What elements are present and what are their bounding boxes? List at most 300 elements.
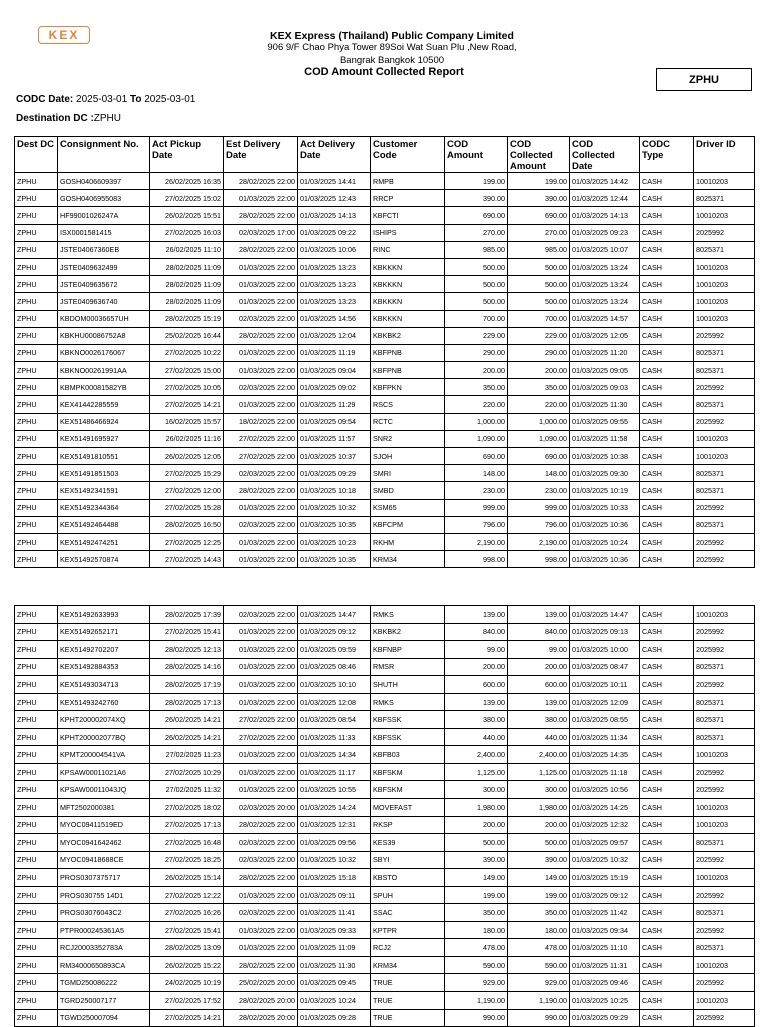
cod-collected-amount-cell: 390.00: [508, 190, 570, 207]
cod-collected-date-cell: 01/03/2025 10:00: [570, 641, 640, 659]
codc-type-cell: CASH: [640, 676, 694, 694]
customer-code-cell: KPTPR: [371, 921, 445, 939]
driver-id-cell: 2025992: [694, 886, 755, 904]
customer-code-cell: RMSR: [371, 658, 445, 676]
customer-code-cell: RINC: [371, 241, 445, 258]
dest-dc-cell: ZPHU: [15, 241, 58, 258]
table-row: [15, 606, 755, 624]
customer-code-cell: RRCP: [371, 190, 445, 207]
cod-collected-amount-cell: 1,125.00: [508, 763, 570, 781]
table-row: [15, 641, 755, 659]
cod-collected-date-cell: 01/03/2025 14:13: [570, 207, 640, 224]
codc-type-cell: CASH: [640, 816, 694, 834]
cod-collected-date-cell: 01/03/2025 09:55: [570, 413, 640, 430]
act-delivery-date-cell: 01/03/2025 12:31: [298, 816, 371, 834]
dest-dc-cell: ZPHU: [15, 1009, 58, 1027]
driver-id-cell: 8025371: [694, 904, 755, 922]
dest-dc-cell: ZPHU: [15, 379, 58, 396]
dest-dc-cell: ZPHU: [15, 207, 58, 224]
act-delivery-date-cell: 01/03/2025 10:23: [298, 533, 371, 550]
est-delivery-date-cell: 01/03/2025 22:00: [224, 190, 298, 207]
table-row: [15, 869, 755, 887]
table-row: [15, 763, 755, 781]
act-pickup-date-cell: 27/02/2025 18:02: [150, 799, 224, 817]
act-pickup-date-cell: 28/02/2025 17:13: [150, 693, 224, 711]
cod-amount-cell: 350.00: [445, 379, 508, 396]
customer-code-cell: KBFPKN: [371, 379, 445, 396]
cod-collected-date-cell: 01/03/2025 10:38: [570, 448, 640, 465]
cod-collected-date-cell: 01/03/2025 08:55: [570, 711, 640, 729]
act-delivery-date-cell: 01/03/2025 11:30: [298, 956, 371, 974]
table-row: [15, 904, 755, 922]
cod-amount-cell: 929.00: [445, 974, 508, 992]
codc-type-cell: CASH: [640, 516, 694, 533]
cod-collected-date-cell: 01/03/2025 10:36: [570, 516, 640, 533]
cod-amount-cell: 500.00: [445, 276, 508, 293]
cod-collected-date-cell: 01/03/2025 10:33: [570, 499, 640, 516]
dest-dc-cell: ZPHU: [15, 746, 58, 764]
act-pickup-date-cell: 27/02/2025 10:29: [150, 763, 224, 781]
customer-code-cell: KBFPNB: [371, 344, 445, 361]
dest-dc-cell: ZPHU: [15, 851, 58, 869]
customer-code-cell: MOVEFAST: [371, 799, 445, 817]
codc-type-cell: CASH: [640, 551, 694, 568]
cod-amount-cell: 350.00: [445, 904, 508, 922]
est-delivery-date-cell: 01/03/2025 22:00: [224, 344, 298, 361]
driver-id-cell: 2025992: [694, 327, 755, 344]
consignment-no-cell: KEX51492341591: [58, 482, 150, 499]
act-pickup-date-cell: 26/02/2025 15:51: [150, 207, 224, 224]
column-header: COD Collected Date: [570, 137, 640, 173]
consignment-no-cell: KPHT200002077BQ: [58, 728, 150, 746]
act-pickup-date-cell: 28/02/2025 11:09: [150, 293, 224, 310]
cod-collected-date-cell: 01/03/2025 12:05: [570, 327, 640, 344]
cod-collected-date-cell: 01/03/2025 11:34: [570, 728, 640, 746]
act-pickup-date-cell: 28/02/2025 17:39: [150, 606, 224, 624]
consignment-no-cell: KBDOM00036657UH: [58, 310, 150, 327]
table-row: [15, 781, 755, 799]
consignment-no-cell: TGRD250007177: [58, 992, 150, 1010]
customer-code-cell: RMKS: [371, 606, 445, 624]
act-pickup-date-cell: 27/02/2025 10:05: [150, 379, 224, 396]
cod-amount-cell: 199.00: [445, 886, 508, 904]
est-delivery-date-cell: 01/03/2025 22:00: [224, 658, 298, 676]
cod-amount-cell: 200.00: [445, 658, 508, 676]
cod-collected-amount-cell: 99.00: [508, 641, 570, 659]
codc-type-cell: CASH: [640, 327, 694, 344]
est-delivery-date-cell: 02/03/2025 22:00: [224, 310, 298, 327]
act-delivery-date-cell: 01/03/2025 09:29: [298, 465, 371, 482]
column-header: CODC Type: [640, 137, 694, 173]
cod-collected-date-cell: 01/03/2025 09:30: [570, 465, 640, 482]
consignment-no-cell: JSTE04067360EB: [58, 241, 150, 258]
table-row: [15, 173, 755, 190]
customer-code-cell: KBKKKN: [371, 258, 445, 275]
dest-dc-cell: ZPHU: [15, 921, 58, 939]
act-delivery-date-cell: 01/03/2025 10:37: [298, 448, 371, 465]
cod-collected-date-cell: 01/03/2025 14:57: [570, 310, 640, 327]
act-delivery-date-cell: 01/03/2025 12:04: [298, 327, 371, 344]
driver-id-cell: 10010203: [694, 276, 755, 293]
driver-id-cell: 10010203: [694, 746, 755, 764]
table-row: [15, 728, 755, 746]
cod-amount-cell: 478.00: [445, 939, 508, 957]
cod-collected-date-cell: 01/03/2025 11:30: [570, 396, 640, 413]
cod-collected-amount-cell: 390.00: [508, 851, 570, 869]
kex-logo: KEX: [38, 26, 90, 44]
consignment-no-cell: MYOC0941642462: [58, 834, 150, 852]
est-delivery-date-cell: 01/03/2025 22:00: [224, 781, 298, 799]
customer-code-cell: SBYI: [371, 851, 445, 869]
customer-code-cell: KBFCTI: [371, 207, 445, 224]
table-row: [15, 465, 755, 482]
est-delivery-date-cell: 02/03/2025 17:00: [224, 224, 298, 241]
act-delivery-date-cell: 01/03/2025 09:22: [298, 224, 371, 241]
cod-collected-amount-cell: 990.00: [508, 1009, 570, 1027]
dest-dc-cell: ZPHU: [15, 482, 58, 499]
cod-amount-cell: 2,400.00: [445, 746, 508, 764]
act-pickup-date-cell: 24/02/2025 10:19: [150, 974, 224, 992]
codc-type-cell: CASH: [640, 711, 694, 729]
act-delivery-date-cell: 01/03/2025 10:32: [298, 851, 371, 869]
company-name: KEX Express (Thailand) Public Company Limited: [270, 30, 514, 42]
driver-id-cell: 10010203: [694, 430, 755, 447]
cod-collected-amount-cell: 139.00: [508, 606, 570, 624]
dest-dc-cell: ZPHU: [15, 939, 58, 957]
act-delivery-date-cell: 01/03/2025 12:43: [298, 190, 371, 207]
table-row: [15, 344, 755, 361]
table-row: [15, 533, 755, 550]
cod-amount-cell: 700.00: [445, 310, 508, 327]
codc-type-cell: CASH: [640, 781, 694, 799]
cod-collected-amount-cell: 440.00: [508, 728, 570, 746]
act-delivery-date-cell: 01/03/2025 09:02: [298, 379, 371, 396]
codc-type-cell: CASH: [640, 904, 694, 922]
table-row: [15, 799, 755, 817]
est-delivery-date-cell: 28/02/2025 22:00: [224, 869, 298, 887]
driver-id-cell: 10010203: [694, 816, 755, 834]
customer-code-cell: RSCS: [371, 396, 445, 413]
act-delivery-date-cell: 01/03/2025 13:23: [298, 293, 371, 310]
dest-dc-cell: ZPHU: [15, 430, 58, 447]
cod-collected-date-cell: 01/03/2025 09:03: [570, 379, 640, 396]
table-row: [15, 241, 755, 258]
consignment-no-cell: KBKHU00086752A8: [58, 327, 150, 344]
table-row: [15, 816, 755, 834]
act-delivery-date-cell: 01/03/2025 14:41: [298, 173, 371, 190]
est-delivery-date-cell: 28/02/2025 22:00: [224, 327, 298, 344]
column-header: Consignment No.: [58, 137, 150, 173]
act-pickup-date-cell: 27/02/2025 15:41: [150, 623, 224, 641]
est-delivery-date-cell: 25/02/2025 20:00: [224, 974, 298, 992]
column-header: Dest DC: [15, 137, 58, 173]
driver-id-cell: 10010203: [694, 448, 755, 465]
customer-code-cell: KBSTO: [371, 869, 445, 887]
cod-amount-cell: 99.00: [445, 641, 508, 659]
customer-code-cell: ISHIPS: [371, 224, 445, 241]
cod-collected-amount-cell: 300.00: [508, 781, 570, 799]
codc-type-cell: CASH: [640, 207, 694, 224]
act-delivery-date-cell: 01/03/2025 10:06: [298, 241, 371, 258]
cod-collected-amount-cell: 929.00: [508, 974, 570, 992]
act-delivery-date-cell: 01/03/2025 10:10: [298, 676, 371, 694]
est-delivery-date-cell: 01/03/2025 22:00: [224, 939, 298, 957]
act-pickup-date-cell: 27/02/2025 16:48: [150, 834, 224, 852]
consignment-no-cell: KEX51491810551: [58, 448, 150, 465]
table-row: [15, 207, 755, 224]
consignment-no-cell: KEX41442285559: [58, 396, 150, 413]
codc-type-cell: CASH: [640, 173, 694, 190]
cod-amount-cell: 1,090.00: [445, 430, 508, 447]
est-delivery-date-cell: 28/02/2025 22:00: [224, 207, 298, 224]
cod-collected-amount-cell: 2,190.00: [508, 533, 570, 550]
consignment-no-cell: KPSAW00011021A6: [58, 763, 150, 781]
dest-dc-cell: ZPHU: [15, 956, 58, 974]
cod-collected-date-cell: 01/03/2025 10:25: [570, 992, 640, 1010]
cod-collected-amount-cell: 380.00: [508, 711, 570, 729]
est-delivery-date-cell: 01/03/2025 22:00: [224, 551, 298, 568]
cod-amount-cell: 440.00: [445, 728, 508, 746]
cod-collected-amount-cell: 1,980.00: [508, 799, 570, 817]
act-pickup-date-cell: 27/02/2025 14:43: [150, 551, 224, 568]
act-delivery-date-cell: 01/03/2025 11:33: [298, 728, 371, 746]
driver-id-cell: 10010203: [694, 173, 755, 190]
cod-collected-amount-cell: 500.00: [508, 834, 570, 852]
cod-collected-amount-cell: 500.00: [508, 293, 570, 310]
customer-code-cell: RCJ2: [371, 939, 445, 957]
consignment-no-cell: KPMT200004541VA: [58, 746, 150, 764]
est-delivery-date-cell: 27/02/2025 22:00: [224, 711, 298, 729]
table-row: [15, 499, 755, 516]
customer-code-cell: RKHM: [371, 533, 445, 550]
est-delivery-date-cell: 28/02/2025 22:00: [224, 241, 298, 258]
est-delivery-date-cell: 28/02/2025 22:00: [224, 482, 298, 499]
driver-id-cell: 2025992: [694, 623, 755, 641]
cod-amount-cell: 230.00: [445, 482, 508, 499]
consignment-no-cell: KEX51492570874: [58, 551, 150, 568]
codc-type-cell: CASH: [640, 851, 694, 869]
consignment-no-cell: JSTE0409635672: [58, 276, 150, 293]
cod-amount-cell: 1,125.00: [445, 763, 508, 781]
act-delivery-date-cell: 01/03/2025 13:23: [298, 276, 371, 293]
cod-collected-date-cell: 01/03/2025 11:20: [570, 344, 640, 361]
cod-collected-date-cell: 01/03/2025 10:19: [570, 482, 640, 499]
driver-id-cell: 8025371: [694, 465, 755, 482]
codc-date-label: CODC Date:: [16, 94, 74, 105]
act-delivery-date-cell: 01/03/2025 10:24: [298, 992, 371, 1010]
est-delivery-date-cell: 02/03/2025 22:00: [224, 606, 298, 624]
codc-type-cell: CASH: [640, 992, 694, 1010]
act-delivery-date-cell: 01/03/2025 09:28: [298, 1009, 371, 1027]
consignment-no-cell: MYOC09411519ED: [58, 816, 150, 834]
est-delivery-date-cell: 01/03/2025 22:00: [224, 763, 298, 781]
table-row: [15, 676, 755, 694]
cod-amount-cell: 149.00: [445, 869, 508, 887]
table-row: [15, 746, 755, 764]
driver-id-cell: 2025992: [694, 781, 755, 799]
act-delivery-date-cell: 01/03/2025 11:19: [298, 344, 371, 361]
dest-dc-cell: ZPHU: [15, 224, 58, 241]
consignment-no-cell: KEX51492464488: [58, 516, 150, 533]
act-delivery-date-cell: 01/03/2025 10:32: [298, 499, 371, 516]
cod-amount-cell: 840.00: [445, 623, 508, 641]
dest-dc-cell: ZPHU: [15, 676, 58, 694]
driver-id-cell: 2025992: [694, 676, 755, 694]
cod-collected-date-cell: 01/03/2025 09:05: [570, 362, 640, 379]
table-row: [15, 921, 755, 939]
date-to: 2025-03-01: [144, 94, 196, 105]
table-row: [15, 276, 755, 293]
driver-id-cell: 8025371: [694, 516, 755, 533]
dest-dc-cell: ZPHU: [15, 869, 58, 887]
cod-collected-date-cell: 01/03/2025 10:36: [570, 551, 640, 568]
act-pickup-date-cell: 27/02/2025 12:22: [150, 886, 224, 904]
cod-collected-date-cell: 01/03/2025 13:24: [570, 276, 640, 293]
table-row: [15, 430, 755, 447]
customer-code-cell: KBKKKN: [371, 293, 445, 310]
codc-type-cell: CASH: [640, 396, 694, 413]
cod-amount-cell: 999.00: [445, 499, 508, 516]
dest-dc-cell: ZPHU: [15, 362, 58, 379]
consignment-no-cell: MFT2502000381: [58, 799, 150, 817]
cod-collected-date-cell: 01/03/2025 13:24: [570, 258, 640, 275]
dest-dc-cell: ZPHU: [15, 344, 58, 361]
driver-id-cell: 10010203: [694, 293, 755, 310]
cod-collected-amount-cell: 1,090.00: [508, 430, 570, 447]
act-delivery-date-cell: 01/03/2025 09:59: [298, 641, 371, 659]
consignment-no-cell: KEX51492652171: [58, 623, 150, 641]
codc-type-cell: CASH: [640, 413, 694, 430]
cod-collected-amount-cell: 180.00: [508, 921, 570, 939]
dest-dc-cell: ZPHU: [15, 992, 58, 1010]
dest-dc-cell: ZPHU: [15, 465, 58, 482]
cod-collected-date-cell: 01/03/2025 10:56: [570, 781, 640, 799]
consignment-no-cell: MYOC09418688CE: [58, 851, 150, 869]
cod-amount-cell: 139.00: [445, 606, 508, 624]
act-pickup-date-cell: 28/02/2025 17:19: [150, 676, 224, 694]
codc-type-cell: CASH: [640, 362, 694, 379]
customer-code-cell: KBKKKN: [371, 276, 445, 293]
est-delivery-date-cell: 01/03/2025 22:00: [224, 293, 298, 310]
consignment-no-cell: PTPR000245361A5: [58, 921, 150, 939]
cod-collected-amount-cell: 985.00: [508, 241, 570, 258]
driver-id-cell: 8025371: [694, 711, 755, 729]
cod-collected-amount-cell: 229.00: [508, 327, 570, 344]
cod-collected-amount-cell: 149.00: [508, 869, 570, 887]
column-header: Act Pickup Date: [150, 137, 224, 173]
act-pickup-date-cell: 27/02/2025 12:00: [150, 482, 224, 499]
consignment-no-cell: HF99001026247A: [58, 207, 150, 224]
act-delivery-date-cell: 01/03/2025 14:13: [298, 207, 371, 224]
consignment-no-cell: TGMD250086222: [58, 974, 150, 992]
driver-id-cell: 8025371: [694, 834, 755, 852]
codc-type-cell: CASH: [640, 658, 694, 676]
act-pickup-date-cell: 26/02/2025 14:21: [150, 711, 224, 729]
cod-collected-date-cell: 01/03/2025 09:23: [570, 224, 640, 241]
driver-id-cell: 10010203: [694, 799, 755, 817]
consignment-no-cell: KEX51492884353: [58, 658, 150, 676]
cod-amount-cell: 1,000.00: [445, 413, 508, 430]
customer-code-cell: SMBD: [371, 482, 445, 499]
consignment-no-cell: RM34000650893CA: [58, 956, 150, 974]
codc-type-cell: CASH: [640, 921, 694, 939]
consignment-no-cell: PROS0307375717: [58, 869, 150, 887]
table-row: [15, 448, 755, 465]
act-pickup-date-cell: 27/02/2025 11:32: [150, 781, 224, 799]
est-delivery-date-cell: 02/03/2025 20:00: [224, 799, 298, 817]
driver-id-cell: 8025371: [694, 658, 755, 676]
customer-code-cell: SPUH: [371, 886, 445, 904]
act-delivery-date-cell: 01/03/2025 08:46: [298, 658, 371, 676]
consignment-no-cell: PROS03076043C2: [58, 904, 150, 922]
est-delivery-date-cell: 02/03/2025 22:00: [224, 516, 298, 533]
table-row: [15, 310, 755, 327]
customer-code-cell: KBFB03: [371, 746, 445, 764]
cod-amount-cell: 390.00: [445, 190, 508, 207]
table-header-row: [15, 137, 755, 173]
est-delivery-date-cell: 01/03/2025 22:00: [224, 362, 298, 379]
dest-dc-label: Destination DC :: [16, 113, 94, 124]
cod-amount-cell: 200.00: [445, 816, 508, 834]
codc-type-cell: CASH: [640, 465, 694, 482]
codc-type-cell: CASH: [640, 276, 694, 293]
table-row: [15, 516, 755, 533]
cod-amount-cell: 600.00: [445, 676, 508, 694]
customer-code-cell: KBKBK2: [371, 327, 445, 344]
codc-type-cell: CASH: [640, 956, 694, 974]
cod-collected-amount-cell: 500.00: [508, 276, 570, 293]
dest-dc-cell: ZPHU: [15, 711, 58, 729]
est-delivery-date-cell: 27/02/2025 22:00: [224, 430, 298, 447]
cod-collected-amount-cell: 500.00: [508, 258, 570, 275]
customer-code-cell: KES39: [371, 834, 445, 852]
cod-collected-date-cell: 01/03/2025 13:24: [570, 293, 640, 310]
act-delivery-date-cell: 01/03/2025 11:17: [298, 763, 371, 781]
codc-type-cell: CASH: [640, 344, 694, 361]
consignment-no-cell: KPSAW00011043JQ: [58, 781, 150, 799]
consignment-no-cell: KBKNO0026176067: [58, 344, 150, 361]
cod-amount-cell: 985.00: [445, 241, 508, 258]
codc-type-cell: CASH: [640, 606, 694, 624]
consignment-no-cell: TGWD250007094: [58, 1009, 150, 1027]
est-delivery-date-cell: 28/02/2025 22:00: [224, 956, 298, 974]
act-delivery-date-cell: 01/03/2025 14:34: [298, 746, 371, 764]
codc-type-cell: CASH: [640, 430, 694, 447]
cod-amount-cell: 390.00: [445, 851, 508, 869]
dest-dc-cell: ZPHU: [15, 190, 58, 207]
company-address-line1: 906 9/F Chao Phya Tower 89Soi Wat Suan Plu ,New Road,: [267, 42, 517, 53]
cod-collected-amount-cell: 199.00: [508, 173, 570, 190]
cod-collected-date-cell: 01/03/2025 14:42: [570, 173, 640, 190]
driver-id-cell: 10010203: [694, 258, 755, 275]
codc-type-cell: CASH: [640, 310, 694, 327]
act-pickup-date-cell: 27/02/2025 12:25: [150, 533, 224, 550]
customer-code-cell: KBFSSK: [371, 728, 445, 746]
cod-amount-cell: 690.00: [445, 207, 508, 224]
cod-collected-amount-cell: 220.00: [508, 396, 570, 413]
codc-type-cell: CASH: [640, 641, 694, 659]
act-pickup-date-cell: 26/02/2025 11:10: [150, 241, 224, 258]
consignment-no-cell: KEX51491851503: [58, 465, 150, 482]
dest-dc-cell: ZPHU: [15, 781, 58, 799]
cod-collected-amount-cell: 1,000.00: [508, 413, 570, 430]
act-pickup-date-cell: 27/02/2025 16:03: [150, 224, 224, 241]
est-delivery-date-cell: 01/03/2025 22:00: [224, 693, 298, 711]
cod-collected-date-cell: 01/03/2025 11:58: [570, 430, 640, 447]
cod-amount-cell: 796.00: [445, 516, 508, 533]
codc-type-cell: CASH: [640, 241, 694, 258]
act-delivery-date-cell: 01/03/2025 11:09: [298, 939, 371, 957]
